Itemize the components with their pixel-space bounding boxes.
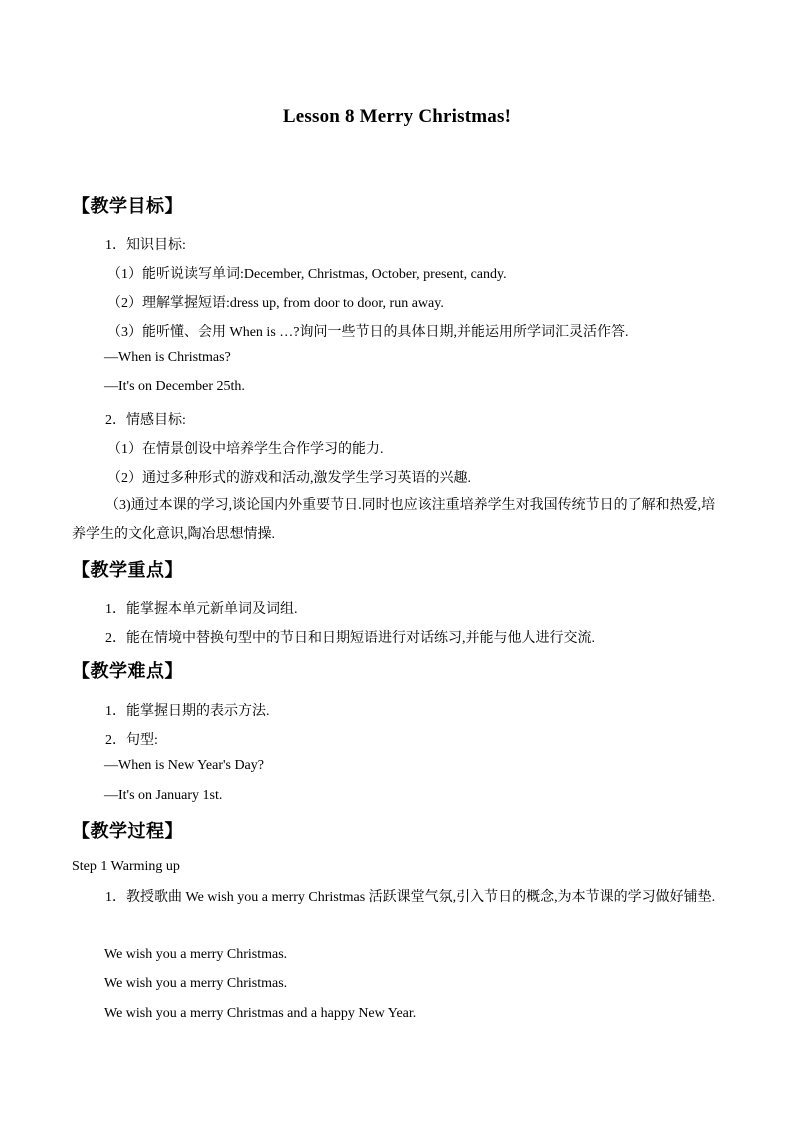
heading-difficulties: 【教学难点】 <box>72 661 183 682</box>
dialog-answer-1: —It's on December 25th. <box>104 379 245 394</box>
step-1-item-1: 1．教授歌曲 We wish you a merry Christmas 活跃课堂气氛,引入节日的概念,为本节课的学习做好铺垫. <box>105 890 716 905</box>
objective-emotional-3: （3)通过本课的学习,谈论国内外重要节日.同时也应该注重培养学生对我国传统节日的了解和热爱,培养学生的文化意识,陶冶思想情操. <box>72 498 716 542</box>
song-line-3: We wish you a merry Christmas and a happy New Year. <box>104 1006 417 1021</box>
difficulty-2: 2．句型: <box>105 733 158 748</box>
objective-knowledge-2: （2）理解掌握短语:dress up, from door to door, run away. <box>107 296 444 311</box>
objective-knowledge-3: （3）能听懂、会用 When is …?询问一些节日的具体日期,并能运用所学词汇灵活作答. <box>107 325 629 340</box>
dialog-question-2: —When is New Year's Day? <box>104 758 264 773</box>
heading-process: 【教学过程】 <box>72 821 183 842</box>
dialog-answer-2: —It's on January 1st. <box>104 788 223 803</box>
heading-keypoints: 【教学重点】 <box>72 560 183 581</box>
song-line-1: We wish you a merry Christmas. <box>104 947 288 962</box>
objective-emotional: 2．情感目标: <box>105 413 186 428</box>
lesson-title: Lesson 8 Merry Christmas! <box>282 106 512 127</box>
objective-knowledge: 1．知识目标: <box>105 238 186 253</box>
keypoint-1: 1．能掌握本单元新单词及词组. <box>105 602 298 617</box>
objective-knowledge-1: （1）能听说读写单词:December, Christmas, October, present, candy. <box>107 267 507 282</box>
step-1-title: Step 1 Warming up <box>72 859 180 874</box>
objective-emotional-1: （1）在情景创设中培养学生合作学习的能力. <box>107 442 384 457</box>
song-line-2: We wish you a merry Christmas. <box>104 976 288 991</box>
keypoint-2: 2．能在情境中替换句型中的节日和日期短语进行对话练习,并能与他人进行交流. <box>105 631 595 646</box>
objective-emotional-2: （2）通过多种形式的游戏和活动,激发学生学习英语的兴趣. <box>107 471 471 486</box>
dialog-question-1: —When is Christmas? <box>104 350 231 365</box>
difficulty-1: 1．能掌握日期的表示方法. <box>105 704 270 719</box>
heading-objectives: 【教学目标】 <box>72 196 183 217</box>
